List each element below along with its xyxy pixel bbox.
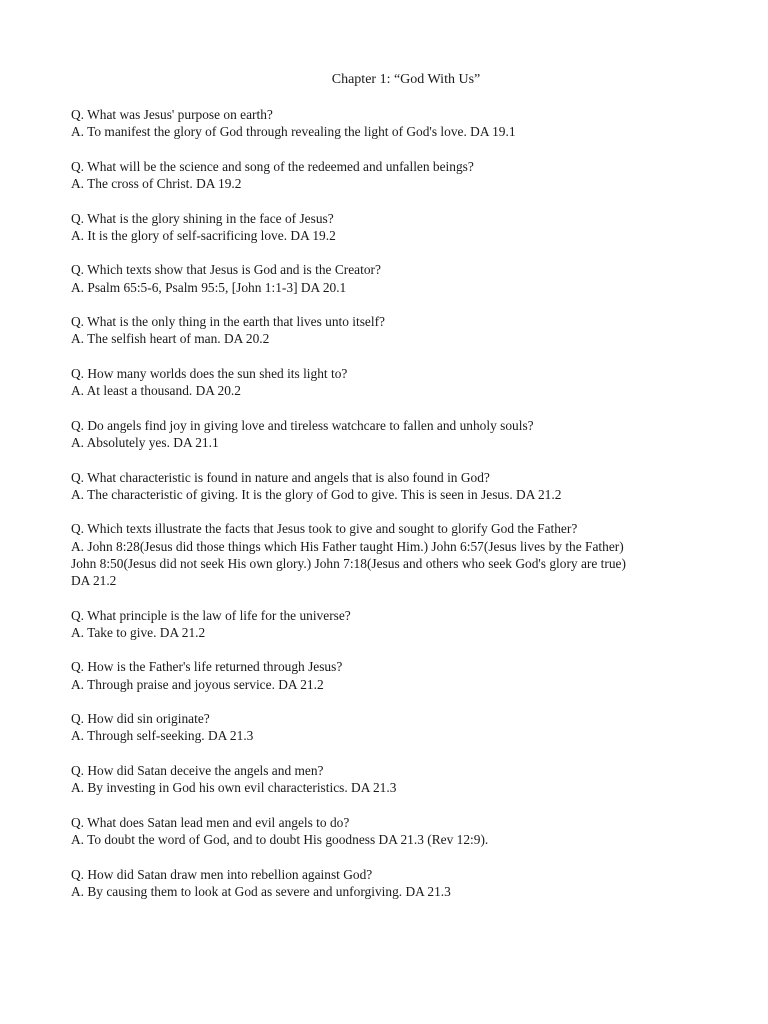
qa-item: [71, 158, 731, 192]
chapter-title: Chapter 1: “God With Us”: [331, 72, 481, 87]
answer-text: A. To manifest the glory of God through revealing the light of God's love. DA 19.1: [71, 124, 516, 140]
qa-item: [71, 106, 731, 140]
answer-text: A. John 8:28(Jesus did those things which His Father taught Him.) John 6:57(Jesus lives by the Father): [71, 538, 624, 554]
answer-text: A. Through self-seeking. DA 21.3: [71, 728, 254, 744]
question-text: Q. Do angels find joy in giving love and tireless watchcare to fallen and unholy souls?: [71, 417, 534, 433]
question-text: Q. What characteristic is found in nature and angels that is also found in God?: [71, 469, 490, 485]
answer-text: John 8:50(Jesus did not seek His own glory.) John 7:18(Jesus and others who seek God's glory are true): [71, 555, 626, 571]
answer-text: A. By causing them to look at God as severe and unforgiving. DA 21.3: [71, 883, 451, 899]
answer-text: A. Take to give. DA 21.2: [71, 624, 206, 640]
qa-item: [71, 607, 731, 641]
question-text: Q. What does Satan lead men and evil angels to do?: [71, 814, 350, 830]
question-text: Q. How did Satan deceive the angels and men?: [71, 762, 324, 778]
question-text: Q. How many worlds does the sun shed its light to?: [71, 365, 348, 381]
qa-list: [71, 106, 731, 900]
qa-item: [71, 469, 731, 503]
question-text: Q. What is the glory shining in the face of Jesus?: [71, 210, 334, 226]
document-page: [71, 71, 731, 917]
answer-text: A. The characteristic of giving. It is the glory of God to give. This is seen in Jesus. DA 21.2: [71, 486, 562, 502]
qa-item: [71, 210, 731, 244]
question-text: Q. What was Jesus' purpose on earth?: [71, 107, 273, 122]
answer-text: A. The cross of Christ. DA 19.2: [71, 176, 242, 191]
qa-item: [71, 762, 731, 796]
answer-text: A. By investing in God his own evil characteristics. DA 21.3: [71, 780, 397, 796]
answer-text: A. Psalm 65:5-6, Psalm 95:5, [John 1:1-3] DA 20.1: [71, 279, 347, 295]
qa-item: [71, 520, 731, 589]
question-text: Q. What is the only thing in the earth that lives unto itself?: [71, 314, 385, 330]
qa-item: [71, 866, 731, 900]
answer-text: DA 21.2: [71, 572, 117, 588]
qa-item: [71, 814, 731, 848]
answer-text: A. Through praise and joyous service. DA 21.2: [71, 676, 324, 692]
answer-text: A. It is the glory of self-sacrificing love. DA 19.2: [71, 227, 336, 243]
qa-item: [71, 261, 731, 295]
qa-item: [71, 365, 731, 399]
question-text: Q. Which texts illustrate the facts that Jesus took to give and sought to glorify God the Father?: [71, 521, 578, 537]
answer-text: A. Absolutely yes. DA 21.1: [71, 434, 219, 450]
answer-text: A. To doubt the word of God, and to doubt His goodness DA 21.3 (Rev 12:9).: [71, 831, 489, 847]
question-text: Q. How did sin originate?: [71, 711, 210, 727]
answer-text: A. At least a thousand. DA 20.2: [71, 383, 241, 399]
qa-item: [71, 313, 731, 347]
question-text: Q. How is the Father's life returned through Jesus?: [71, 659, 343, 675]
question-text: Q. How did Satan draw men into rebellion against God?: [71, 866, 373, 882]
qa-item: [71, 417, 731, 451]
qa-item: [71, 710, 731, 744]
question-text: Q. What principle is the law of life for the universe?: [71, 607, 351, 623]
answer-text: A. The selfish heart of man. DA 20.2: [71, 331, 270, 347]
qa-item: [71, 658, 731, 692]
question-text: Q. What will be the science and song of the redeemed and unfallen beings?: [71, 158, 474, 174]
question-text: Q. Which texts show that Jesus is God and is the Creator?: [71, 262, 381, 278]
